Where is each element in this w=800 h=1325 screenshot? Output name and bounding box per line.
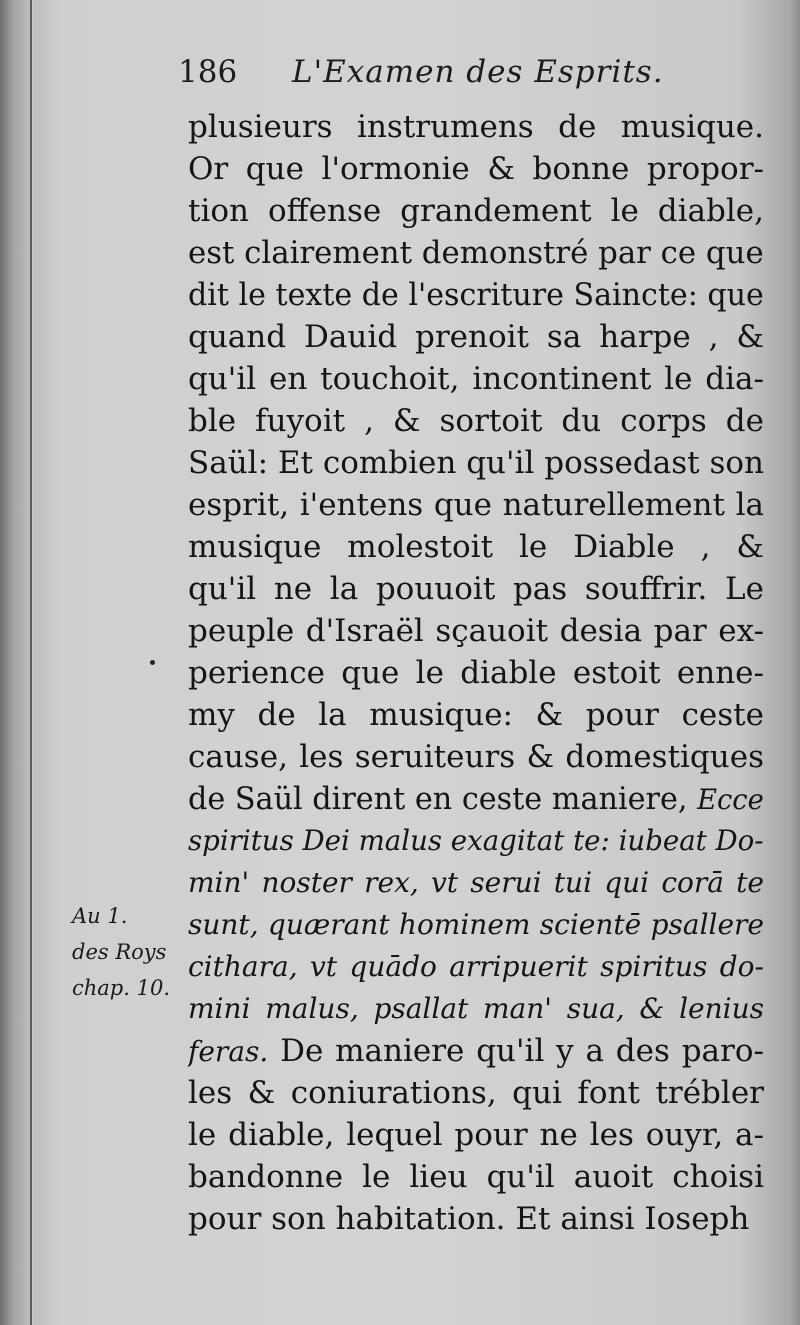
roman-text: plusieurs instrumens de musique. xyxy=(188,109,764,145)
text-line xyxy=(188,568,764,610)
text-line xyxy=(188,316,764,358)
latin-text: min' noster rex, vt serui tui qui corā te xyxy=(188,866,764,899)
roman-text: ble fuyoit , & sortoit du corps de xyxy=(188,403,764,439)
text-line xyxy=(188,106,764,148)
ink-mark xyxy=(150,660,155,665)
roman-text: pour son habitation. Et ainsi Ioseph xyxy=(188,1201,750,1237)
roman-text: qu'il ne la pouuoit pas souffrir. Le xyxy=(188,571,764,607)
latin-text: Ecce xyxy=(697,783,764,816)
text-line xyxy=(188,778,764,820)
roman-text: my de la musique: & pour ceste xyxy=(188,697,764,733)
text-line xyxy=(188,148,764,190)
body-text xyxy=(188,106,764,1240)
text-line xyxy=(188,1156,764,1198)
latin-text: feras. xyxy=(188,1035,269,1068)
margin-note-line: Au 1. xyxy=(72,904,128,928)
roman-text: perience que le diable estoit enne- xyxy=(188,655,764,691)
running-header xyxy=(168,54,768,108)
page-edge xyxy=(0,0,34,1325)
roman-text: quand Dauid prenoit sa harpe , & xyxy=(188,319,764,355)
text-line xyxy=(188,526,764,568)
text-line xyxy=(188,862,764,904)
margin-note-line: des Roys xyxy=(72,940,167,964)
running-title: L'Examen des Esprits. xyxy=(292,54,664,90)
roman-text: Saül: Et combien qu'il possedast son xyxy=(188,445,764,481)
text-line xyxy=(188,652,764,694)
roman-text: est clairement demonstré par ce que xyxy=(188,235,764,271)
text-line xyxy=(188,442,764,484)
text-line xyxy=(188,988,764,1030)
text-line xyxy=(188,1030,764,1072)
text-line xyxy=(188,232,764,274)
latin-text: mini malus, psallat man' sua, & lenius xyxy=(188,992,764,1025)
text-line xyxy=(188,610,764,652)
text-line xyxy=(188,904,764,946)
margin-note-line: chap. 10. xyxy=(72,976,170,1000)
text-line xyxy=(188,274,764,316)
roman-text: de Saül dirent en ceste maniere, xyxy=(188,781,698,817)
text-line xyxy=(188,736,764,778)
roman-text: bandonne le lieu qu'il auoit choisi xyxy=(188,1159,764,1195)
roman-text: peuple d'Israël sçauoit desia par ex- xyxy=(188,613,764,649)
text-line xyxy=(188,358,764,400)
text-line xyxy=(188,1114,764,1156)
text-line xyxy=(188,1198,764,1240)
roman-text: le diable, lequel pour ne les ouyr, a- xyxy=(188,1117,764,1153)
latin-text: cithara, vt quādo arripuerit spiritus do- xyxy=(188,950,764,983)
text-line xyxy=(188,1072,764,1114)
roman-text: De maniere qu'il y a des paro- xyxy=(268,1033,764,1069)
margin-note xyxy=(72,898,182,1006)
roman-text: qu'il en touchoit, incontinent le dia- xyxy=(188,361,764,397)
text-line xyxy=(188,820,764,862)
roman-text: Or que l'ormonie & bonne propor- xyxy=(188,151,764,187)
roman-text: musique molestoit le Diable , & xyxy=(188,529,764,565)
text-line xyxy=(188,400,764,442)
page-number: 186 xyxy=(178,54,238,90)
roman-text: esprit, i'entens que naturellement la xyxy=(188,487,764,523)
latin-text: sunt, quærant hominem scientē psallere xyxy=(188,908,764,941)
roman-text: les & coniurations, qui font trébler xyxy=(188,1075,764,1111)
roman-text: cause, les seruiteurs & domestiques xyxy=(188,739,764,775)
text-line xyxy=(188,694,764,736)
text-line xyxy=(188,946,764,988)
roman-text: dit le texte de l'escriture Saincte: que xyxy=(188,277,764,313)
text-line xyxy=(188,190,764,232)
roman-text: tion offense grandement le diable, xyxy=(188,193,764,229)
text-line xyxy=(188,484,764,526)
latin-text: spiritus Dei malus exagitat te: iubeat Do- xyxy=(188,824,764,857)
gutter-line xyxy=(30,0,32,1325)
